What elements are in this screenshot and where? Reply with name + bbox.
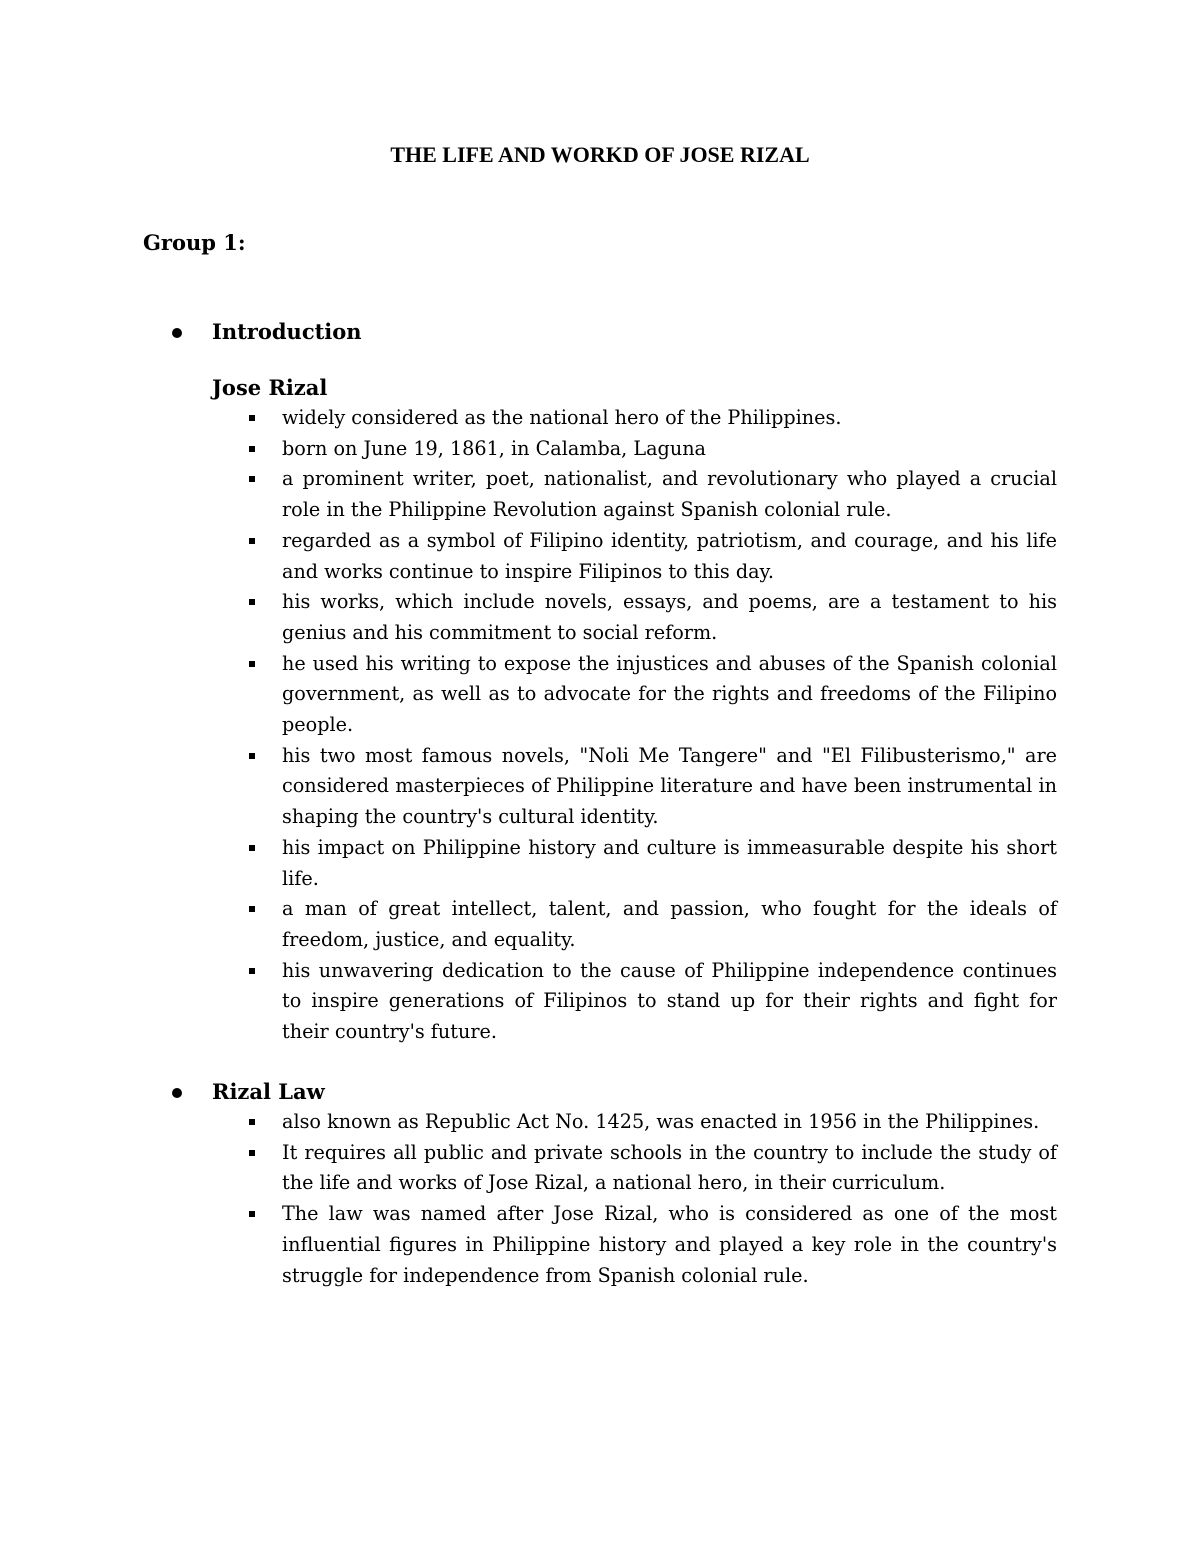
list-item [282,464,1057,525]
round-bullet-icon [172,328,182,338]
square-bullet-icon [249,968,255,974]
list-item-text: his unwavering dedication to the cause of Philippine independence continues to inspire generations of Filipinos to stand up for their rights and fight for their country's future. [282,958,1057,1044]
list-item [282,1199,1057,1291]
square-bullet-icon [249,415,255,421]
square-bullet-icon [249,1211,255,1217]
list-item [282,741,1057,833]
list-item [282,649,1057,741]
list-item [282,1138,1057,1199]
section-heading [170,1076,1070,1107]
section-heading-text: Introduction [212,319,362,344]
list-item [282,1107,1057,1138]
bullet-list [170,403,1070,1048]
square-bullet-icon [249,753,255,759]
list-item [282,403,1057,434]
round-bullet-icon [172,1088,182,1098]
list-item-text: his two most famous novels, "Noli Me Tangere" and "El Filibusterismo," are considered masterpieces of Philippine literature and have been instrumental in shaping the country's cultural identity. [282,743,1057,829]
section-introduction [170,316,1070,1048]
list-item [282,833,1057,894]
list-item-text: The law was named after Jose Rizal, who is considered as one of the most influential figures in Philippine history and played a key role in the country's struggle for independence from Spanish colonial rule. [282,1202,1057,1287]
square-bullet-icon [249,845,255,851]
list-item-text: widely considered as the national hero of the Philippines. [282,406,842,429]
square-bullet-icon [249,661,255,667]
list-item-text: It requires all public and private schools in the country to include the study of the life and works of Jose Rizal, a national hero, in their curriculum. [282,1140,1057,1195]
bullet-list [170,1107,1070,1291]
list-item [282,894,1057,955]
list-item-text: regarded as a symbol of Filipino identity, patriotism, and courage, and his life and works continue to inspire Filipinos to this day. [282,528,1057,583]
section-heading [170,316,1070,347]
square-bullet-icon [249,1119,255,1125]
list-item [282,526,1057,587]
list-item-text: he used his writing to expose the injustices and abuses of the Spanish colonial government, as well as to advocate for the rights and freedoms of the Filipino people. [282,651,1057,737]
list-item [282,587,1057,648]
list-item [282,956,1057,1048]
section-subheading: Jose Rizal [212,375,328,400]
square-bullet-icon [249,1150,255,1156]
list-item-text: also known as Republic Act No. 1425, was enacted in 1956 in the Philippines. [282,1110,1040,1133]
square-bullet-icon [249,599,255,605]
square-bullet-icon [249,446,255,452]
section-rizal-law [170,1076,1070,1291]
document-title: THE LIFE AND WORKD OF JOSE RIZAL [390,142,810,167]
group-label: Group 1: [143,230,246,255]
list-item-text: a prominent writer, poet, nationalist, and revolutionary who played a crucial role in the Philippine Revolution against Spanish colonial rule. [282,467,1057,522]
list-item-text: born on June 19, 1861, in Calamba, Laguna [282,436,706,460]
list-item [282,434,1057,465]
list-item-text: his works, which include novels, essays, and poems, are a testament to his genius and his commitment to social reform. [282,590,1057,644]
section-heading-text: Rizal Law [212,1079,325,1104]
square-bullet-icon [249,476,255,482]
list-item-text: a man of great intellect, talent, and passion, who fought for the ideals of freedom, justice, and equality. [282,897,1057,951]
square-bullet-icon [249,538,255,544]
list-item-text: his impact on Philippine history and culture is immeasurable despite his short life. [282,835,1057,890]
square-bullet-icon [249,906,255,912]
